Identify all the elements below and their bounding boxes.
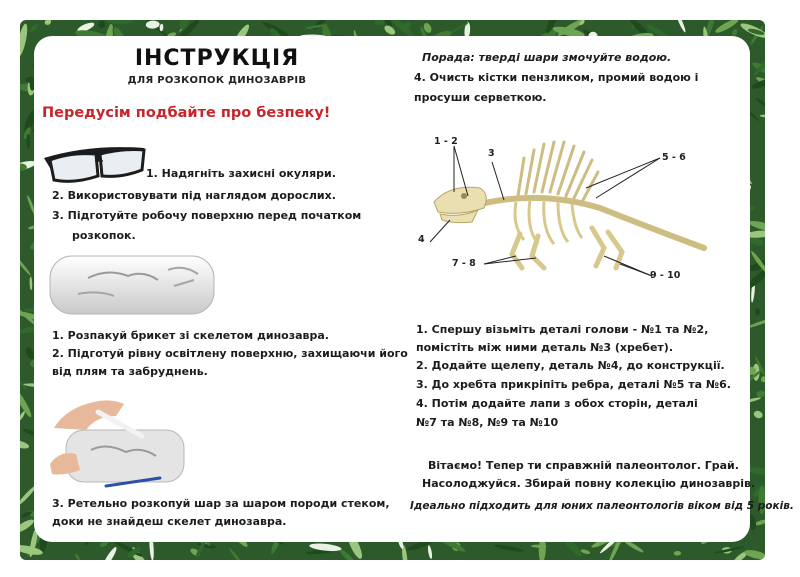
leaf-shape: [74, 553, 81, 560]
leaf-shape: [760, 114, 765, 117]
assembly-step-1: 1. Спершу візьміть деталі голови - №1 та №2,: [416, 323, 709, 336]
leaf-shape: [20, 439, 30, 450]
assembly-step-1-cont: помістіть між ними деталь №3 (хребет).: [416, 341, 674, 354]
leaf-shape: [101, 546, 119, 560]
dig-step-cont: доки не знайдеш скелет динозавра.: [52, 515, 287, 528]
safety-heading: Передусім подбайте про безпеку!: [42, 105, 331, 121]
leaf-shape: [26, 134, 30, 149]
leaf-shape: [427, 545, 433, 559]
label-jaw: 4: [418, 234, 425, 245]
leaf-shape: [29, 276, 32, 290]
leaf-shape: [106, 20, 133, 24]
prep-step-2: 2. Підготуй рівну освітлену поверхню, захищаючи його: [52, 347, 408, 360]
leaf-shape: [754, 96, 765, 112]
leaf-shape: [20, 23, 29, 58]
assembly-step-4-cont: №7 та №8, №9 та №10: [416, 416, 559, 429]
safety-step-3: 3. Підготуйте робочу поверхню перед початком: [52, 209, 362, 222]
leaf-shape: [749, 237, 764, 247]
label-head: 1 - 2: [434, 136, 458, 147]
safety-goggles-image: [40, 140, 150, 190]
age-note: Ідеально підходить для юних палеонтологів віком від 5 років.: [410, 500, 794, 512]
prep-step-1: 1. Розпакуй брикет зі скелетом динозавра.: [52, 329, 329, 342]
leaf-shape: [97, 20, 106, 29]
leaf-shape: [760, 376, 765, 383]
clean-step-cont: просуши серветкою.: [414, 91, 547, 104]
assembly-step-3: 3. До хребта прикріпіть ребра, деталі №5 та №6.: [416, 378, 731, 391]
leaf-shape: [674, 20, 687, 33]
closing-line-1: Вітаємо! Тепер ти справжній палеонтолог. Грай.: [428, 459, 739, 472]
assembly-step-4: 4. Потім додайте лапи з обох сторін, деталі: [416, 397, 698, 410]
closing-line-2: Насолоджуйся. Збирай повну колекцію динозаврів.: [422, 477, 756, 490]
safety-step-2: 2. Використовувати під наглядом дорослих.: [52, 189, 336, 202]
label-front-legs: 7 - 8: [452, 258, 476, 269]
label-ribs: 5 - 6: [662, 152, 686, 163]
page-title: ІНСТРУКЦІЯ: [134, 46, 300, 71]
safety-step-3-cont: розкопок.: [72, 229, 136, 242]
leaf-shape: [743, 548, 765, 560]
digging-hands-image: [46, 390, 186, 490]
leaf-shape: [44, 20, 52, 26]
safety-step-1: 1. Надягніть захисні окуляри.: [146, 167, 336, 180]
leaf-shape: [29, 23, 39, 33]
label-back-legs: 9 - 10: [650, 270, 681, 281]
page-subtitle: ДЛЯ РОЗКОПОК ДИНОЗАВРІВ: [127, 75, 307, 86]
plaster-brick-image: [48, 250, 216, 318]
leaf-shape: [580, 549, 590, 555]
leaf-shape: [754, 308, 760, 316]
leaf-shape: [753, 409, 764, 419]
leaf-shape: [20, 253, 32, 276]
label-spine: 3: [488, 148, 495, 159]
assembly-step-2: 2. Додайте щелепу, деталь №4, до конструкції.: [416, 359, 725, 372]
leaf-shape: [494, 543, 525, 552]
leaf-shape: [674, 551, 682, 556]
leaf-shape: [20, 410, 26, 421]
clean-step: 4. Очисть кістки пензликом, промий водою і: [414, 71, 699, 84]
leaf-shape: [756, 390, 765, 399]
tip-text: Порада: тверді шари змочуйте водою.: [422, 51, 672, 64]
leaf-shape: [228, 547, 247, 560]
prep-step-2-cont: від плям та забруднень.: [52, 365, 208, 378]
dig-step: 3. Ретельно розкопуй шар за шаром породи стеком,: [52, 497, 390, 510]
